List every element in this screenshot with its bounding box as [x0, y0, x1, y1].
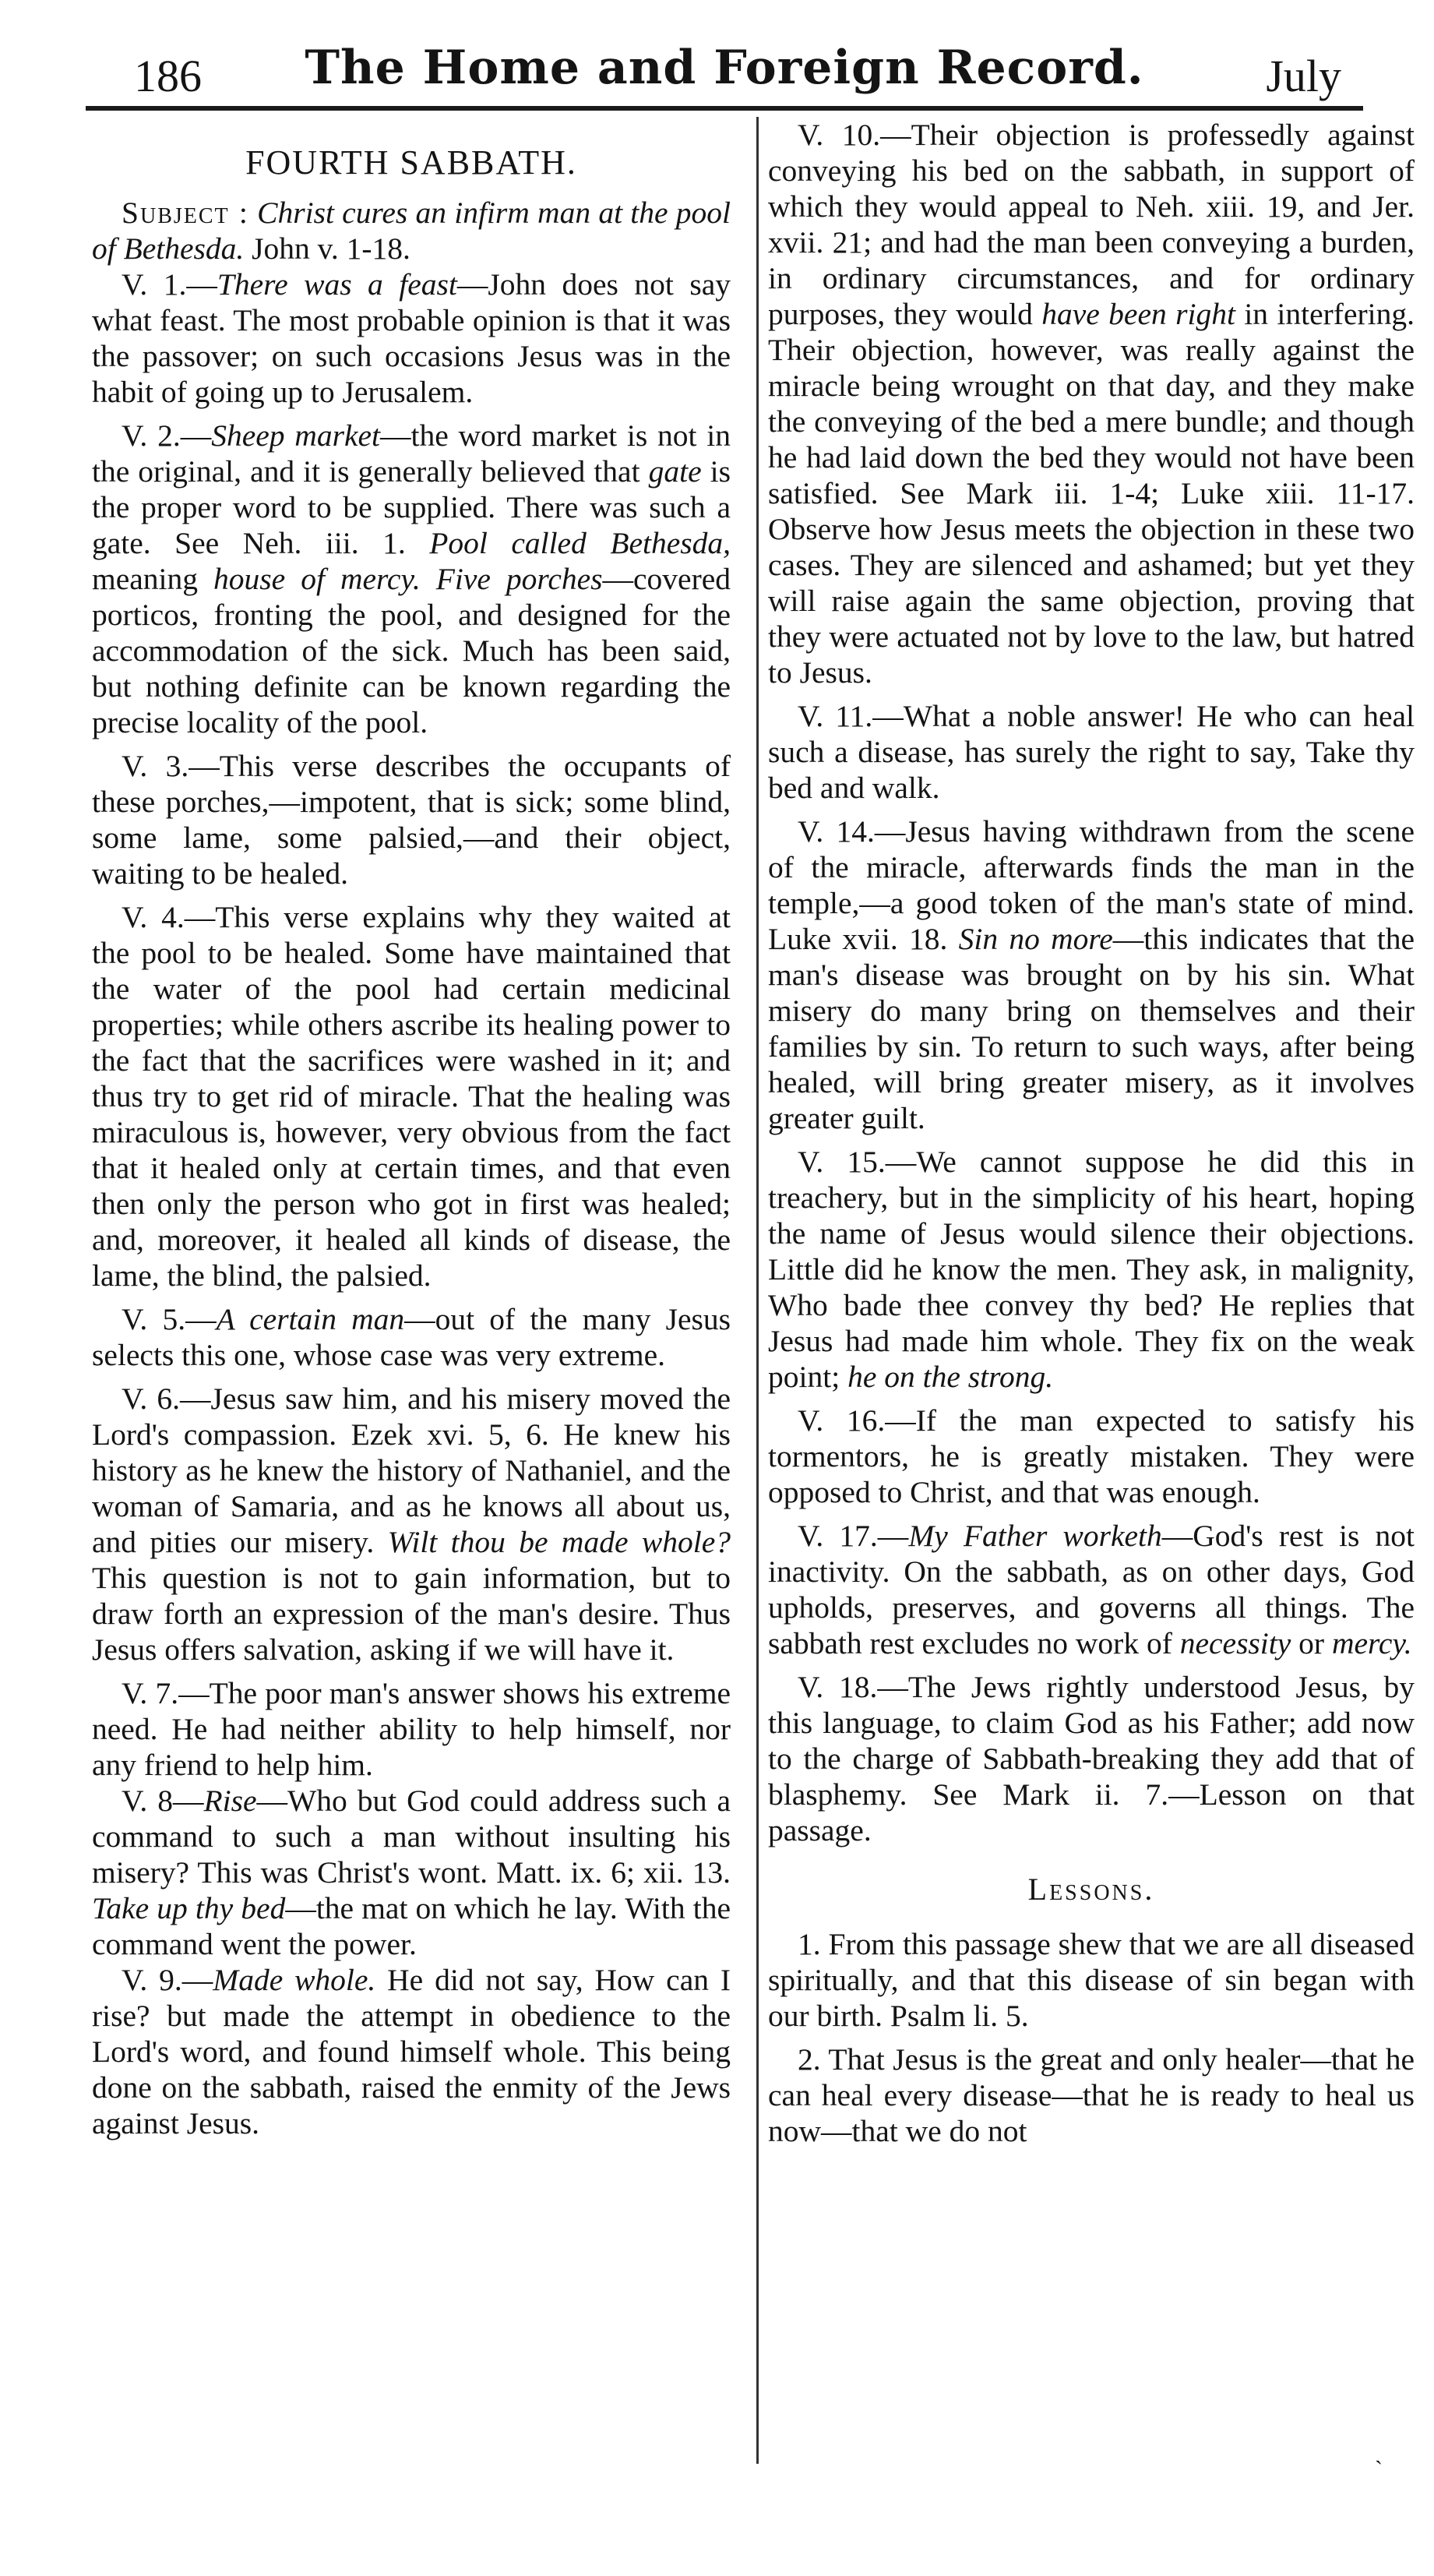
note-v11: V. 11.—What a noble answer! He who can heal such a disease, has surely the right to say, Take thy bed and walk.	[768, 699, 1415, 805]
lesson-1: 1. From this passage shew that we are all diseased spiritually, and that this disease of sin began with our birth. Psalm li. 5.	[768, 1927, 1415, 2033]
note-v14	[768, 813, 1415, 1136]
verse-term: Made whole.	[213, 1963, 376, 1997]
verse-text: —God's rest is not inactivity. On the sabbath, as on other days, God upholds, preserves, and governs all things. The sabbath rest excludes no work of	[768, 1519, 1415, 1660]
verse-term: Five porches	[435, 562, 603, 596]
verse-term: he on the strong.	[847, 1360, 1054, 1394]
verse-term: Pool called Bethesda,	[429, 526, 731, 560]
running-head	[86, 37, 1363, 115]
issue-month: July	[1266, 51, 1341, 101]
verse-number: V. 9.—	[122, 1963, 213, 1997]
verse-text	[421, 562, 436, 596]
verse-text: in interfering. Their objection, however, was really against the miracle being wrought on that day, and they make the conveying of the bed a mere bundle; and though he had laid down the bed they would not have been satisfied. See Mark iii. 1-4; Luke xiii. 11-17. Observe how Jesus meets the objection in these two cases. They are silenced and ashamed; but yet they will raise again the same objection, proving that they were actuated not by love to the law, but hatred to Jesus.	[768, 297, 1415, 690]
verse-text: V. 15.—We cannot suppose he did this in treachery, but in the simplicity of his heart, hoping the name of Jesus would silence their objections. Little did he know the men. They ask, in malignity, Who bade thee convey thy bed? He replies that Jesus had made him whole. They fix on the weak point;	[768, 1145, 1415, 1394]
printer-mark: ˎ	[1375, 2439, 1383, 2465]
verse-text: —covered porticos, fronting the pool, and designed for the accommodation of the sick. Much has been said, but nothing definite can be known regarding the precise locality of the pool.	[92, 562, 731, 739]
note-v18: V. 18.—The Jews rightly understood Jesus, by this language, to claim God as his Father; add now to the charge of Sabbath-breaking they add that of blasphemy. See Mark ii. 7.—Lesson on that passage.	[768, 1670, 1415, 1847]
verse-term: Take up thy bed	[92, 1891, 286, 1925]
lessons-heading: Lessons.	[1027, 1872, 1155, 1907]
section-title: FOURTH SABBATH.	[245, 143, 577, 182]
note-v8	[92, 1783, 731, 1962]
verse-number: V. 1.—	[122, 267, 217, 302]
verse-term: house of mercy.	[213, 562, 421, 596]
verse-text: V. 6.—Jesus saw him, and his misery moved the Lord's compassion. Ezek xvi. 5, 6. He knew his history as he knew the history of Nathaniel, and the woman of Samaria, and as he knows all about us, and pities our misery.	[92, 1382, 731, 1559]
verse-text: meaning	[92, 562, 214, 596]
subject-title: Christ cures an infirm man at the pool of Bethesda.	[92, 196, 731, 266]
verse-term: My Father worketh	[908, 1519, 1162, 1553]
page-number: 186	[134, 51, 202, 101]
verse-term: necessity	[1179, 1626, 1291, 1660]
verse-text: —the word market is not in the original, and it is generally believed that	[92, 418, 731, 489]
journal-title: The Home and Foreign Record.	[305, 41, 1144, 95]
verse-text: is the proper word to be supplied. There was such a gate. See Neh. iii. 1.	[92, 454, 731, 560]
note-v7: V. 7.—The poor man's answer shows his extreme need. He had neither ability to help himself, nor any friend to help him.	[92, 1676, 731, 1782]
note-v17	[768, 1518, 1415, 1661]
verse-term: Sin no more	[958, 922, 1113, 956]
verse-term: Sheep market	[211, 418, 380, 453]
verse-number: V. 17.—	[798, 1519, 909, 1553]
subject-paragraph	[92, 195, 731, 266]
verse-number: V. 5.—	[122, 1302, 217, 1336]
note-v5	[92, 1301, 731, 1373]
verse-text: —John does not say what feast. The most probable opinion is that it was the passover; on such occasions Jesus was in the habit of going up to Jerusalem.	[92, 267, 731, 409]
subject-label: Subject :	[122, 196, 249, 230]
verse-term: have been right	[1041, 297, 1235, 331]
right-column	[768, 117, 1415, 2157]
verse-text: —this indicates that the man's disease was brought on by his sin. What misery do many bring on themselves and their families by sin. To return to such ways, after being healed, will bring greater misery, as it involves greater guilt.	[768, 922, 1415, 1135]
note-v9	[92, 1962, 731, 2141]
verse-term: Wilt thou be made whole?	[387, 1525, 731, 1559]
verse-term: gate	[648, 454, 702, 489]
subject-reference: John v. 1-18.	[252, 231, 410, 266]
verse-term: A certain man	[216, 1302, 405, 1336]
verse-term: mercy.	[1331, 1626, 1412, 1660]
note-v1	[92, 266, 731, 410]
note-v6	[92, 1381, 731, 1667]
left-column	[92, 117, 731, 2149]
verse-number: V. 2.—	[122, 418, 212, 453]
verse-text: —the mat on which he lay. With the command went the power.	[92, 1891, 731, 1961]
verse-text: —out of the many Jesus selects this one, whose case was very extreme.	[92, 1302, 731, 1372]
note-v3: V. 3.—This verse describes the occupants of these porches,—impotent, that is sick; some blind, some lame, some palsied,—and their object, waiting to be healed.	[92, 749, 731, 891]
note-v4: V. 4.—This verse explains why they waited at the pool to be healed. Some have maintained that the water of the pool had certain medicinal properties; while others ascribe its healing power to the fact that the sacrifices were washed in it; and thus try to get rid of miracle. That the healing was miraculous is, however, very obvious from the fact that it healed only at certain times, and that even then only the person who got in first was healed; and, moreover, it healed all kinds of disease, the lame, the blind, the palsied.	[92, 900, 731, 1293]
verse-text: —Who but God could address such a command to such a man without insulting his misery? This was Christ's wont. Matt. ix. 6; xii. 13.	[92, 1784, 731, 1890]
verse-text: V. 10.—Their objection is professedly against conveying his bed on the sabbath, in support of which they would appeal to Neh. xiii. 19, and Jer. xvii. 21; and had the man been conveying a burden, in ordinary circumstances, and for ordinary purposes, they would	[768, 118, 1415, 331]
verse-text: He did not say, How can I rise? but made the attempt in obedience to the Lord's word, and found himself whole. This being done on the sabbath, raised the enmity of the Jews against Jesus.	[92, 1963, 731, 2140]
note-v10	[768, 117, 1415, 690]
verse-text: or	[1291, 1626, 1332, 1660]
verse-text: V. 14.—Jesus having withdrawn from the scene of the miracle, afterwards finds the man in the temple,—a good token of the man's state of mind. Luke xvii. 18.	[768, 814, 1415, 956]
note-v15	[768, 1144, 1415, 1395]
verse-term: Rise	[203, 1784, 257, 1818]
verse-text: This question is not to gain information, but to draw forth an expression of the man's desire. Thus Jesus offers salvation, asking if we will have it.	[92, 1561, 731, 1667]
lesson-2: 2. That Jesus is the great and only healer—that he can heal every disease—that he is ready to heal us now—that we do not	[768, 2042, 1415, 2148]
note-v16: V. 16.—If the man expected to satisfy his tormentors, he is greatly mistaken. They were opposed to Christ, and that was enough.	[768, 1403, 1415, 1509]
verse-term: There was a feast	[217, 267, 457, 302]
note-v2	[92, 418, 731, 740]
header-rule	[86, 106, 1363, 111]
verse-number: V. 8—	[122, 1784, 204, 1818]
column-divider	[756, 117, 759, 2464]
